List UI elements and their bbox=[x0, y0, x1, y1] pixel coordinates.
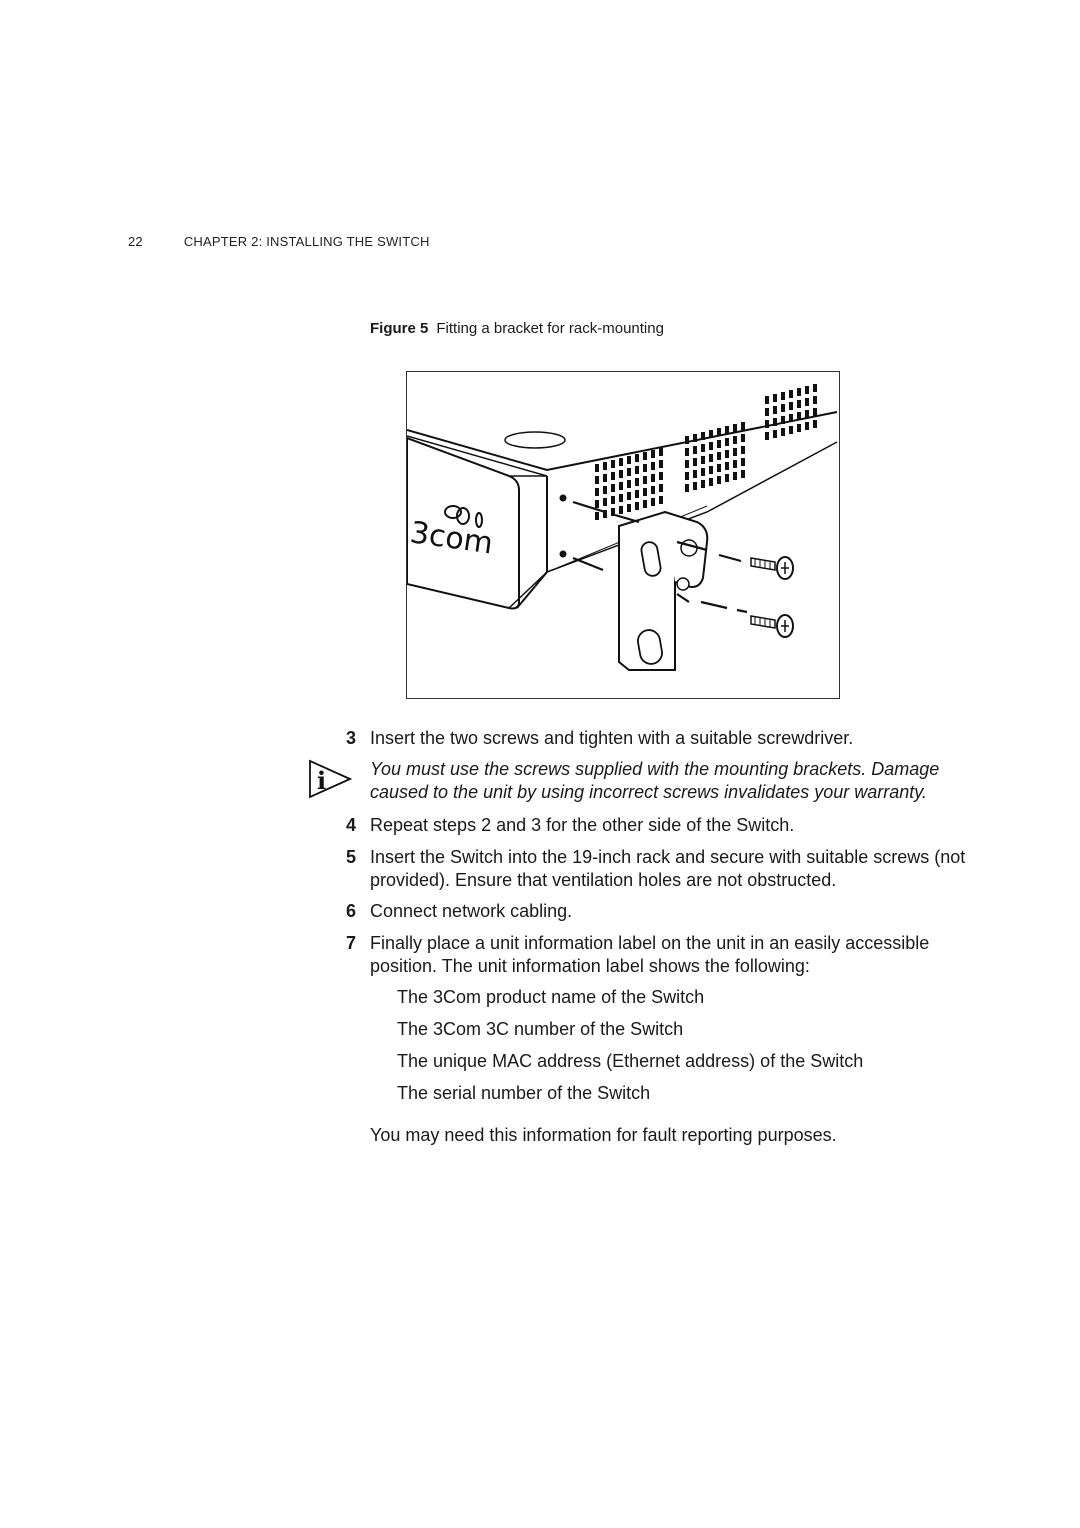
step-4 bbox=[346, 814, 966, 837]
step-number: 7 bbox=[346, 933, 357, 953]
step-number: 4 bbox=[346, 815, 357, 835]
chapter-title: CHAPTER 2: INSTALLING THE SWITCH bbox=[183, 234, 430, 249]
figure-caption-text: Fitting a bracket for rack-mounting bbox=[436, 320, 664, 337]
info-icon bbox=[308, 759, 352, 804]
step-6 bbox=[346, 900, 966, 923]
step-text: Repeat steps 2 and 3 for the other side of the Switch. bbox=[370, 815, 795, 835]
step-text: Finally place a unit information label on the unit in an easily accessible position. The unit information label shows the following: bbox=[370, 933, 930, 976]
step-text: Connect network cabling. bbox=[370, 901, 573, 921]
step-number: 6 bbox=[346, 901, 357, 921]
figure-label: Figure 5 bbox=[370, 320, 429, 337]
list-item: The serial number of the Switch bbox=[397, 1083, 651, 1103]
svg-text:3com: 3com bbox=[407, 515, 496, 562]
step-number: 3 bbox=[346, 728, 357, 748]
list-item: The 3Com product name of the Switch bbox=[397, 987, 705, 1007]
step-number: 5 bbox=[346, 847, 357, 867]
running-header bbox=[128, 234, 430, 249]
page-number: 22 bbox=[128, 234, 143, 249]
step-7 bbox=[346, 932, 966, 978]
list-item: The 3Com 3C number of the Switch bbox=[397, 1019, 684, 1039]
figure-caption bbox=[370, 320, 664, 337]
screw-icon bbox=[751, 615, 793, 637]
closing-paragraph: You may need this information for fault reporting purposes. bbox=[370, 1125, 837, 1145]
step-text: Insert the two screws and tighten with a suitable screwdriver. bbox=[370, 728, 854, 748]
warranty-note: You must use the screws supplied with the mounting brackets. Damage caused to the unit by using incorrect screws invalidates your warranty. bbox=[370, 759, 940, 802]
step-5 bbox=[346, 846, 966, 892]
list-item: The unique MAC address (Ethernet address) of the Switch bbox=[397, 1051, 864, 1071]
rack-bracket-drawing bbox=[407, 372, 839, 698]
svg-text:i: i bbox=[317, 766, 327, 795]
step-text: Insert the Switch into the 19-inch rack and secure with suitable screws (not provided). Ensure that ventilation holes are not obstructed. bbox=[370, 847, 966, 890]
screw-icon bbox=[751, 557, 793, 579]
step-3 bbox=[346, 727, 966, 750]
figure-illustration bbox=[406, 371, 840, 699]
mounting-bracket bbox=[619, 512, 707, 670]
